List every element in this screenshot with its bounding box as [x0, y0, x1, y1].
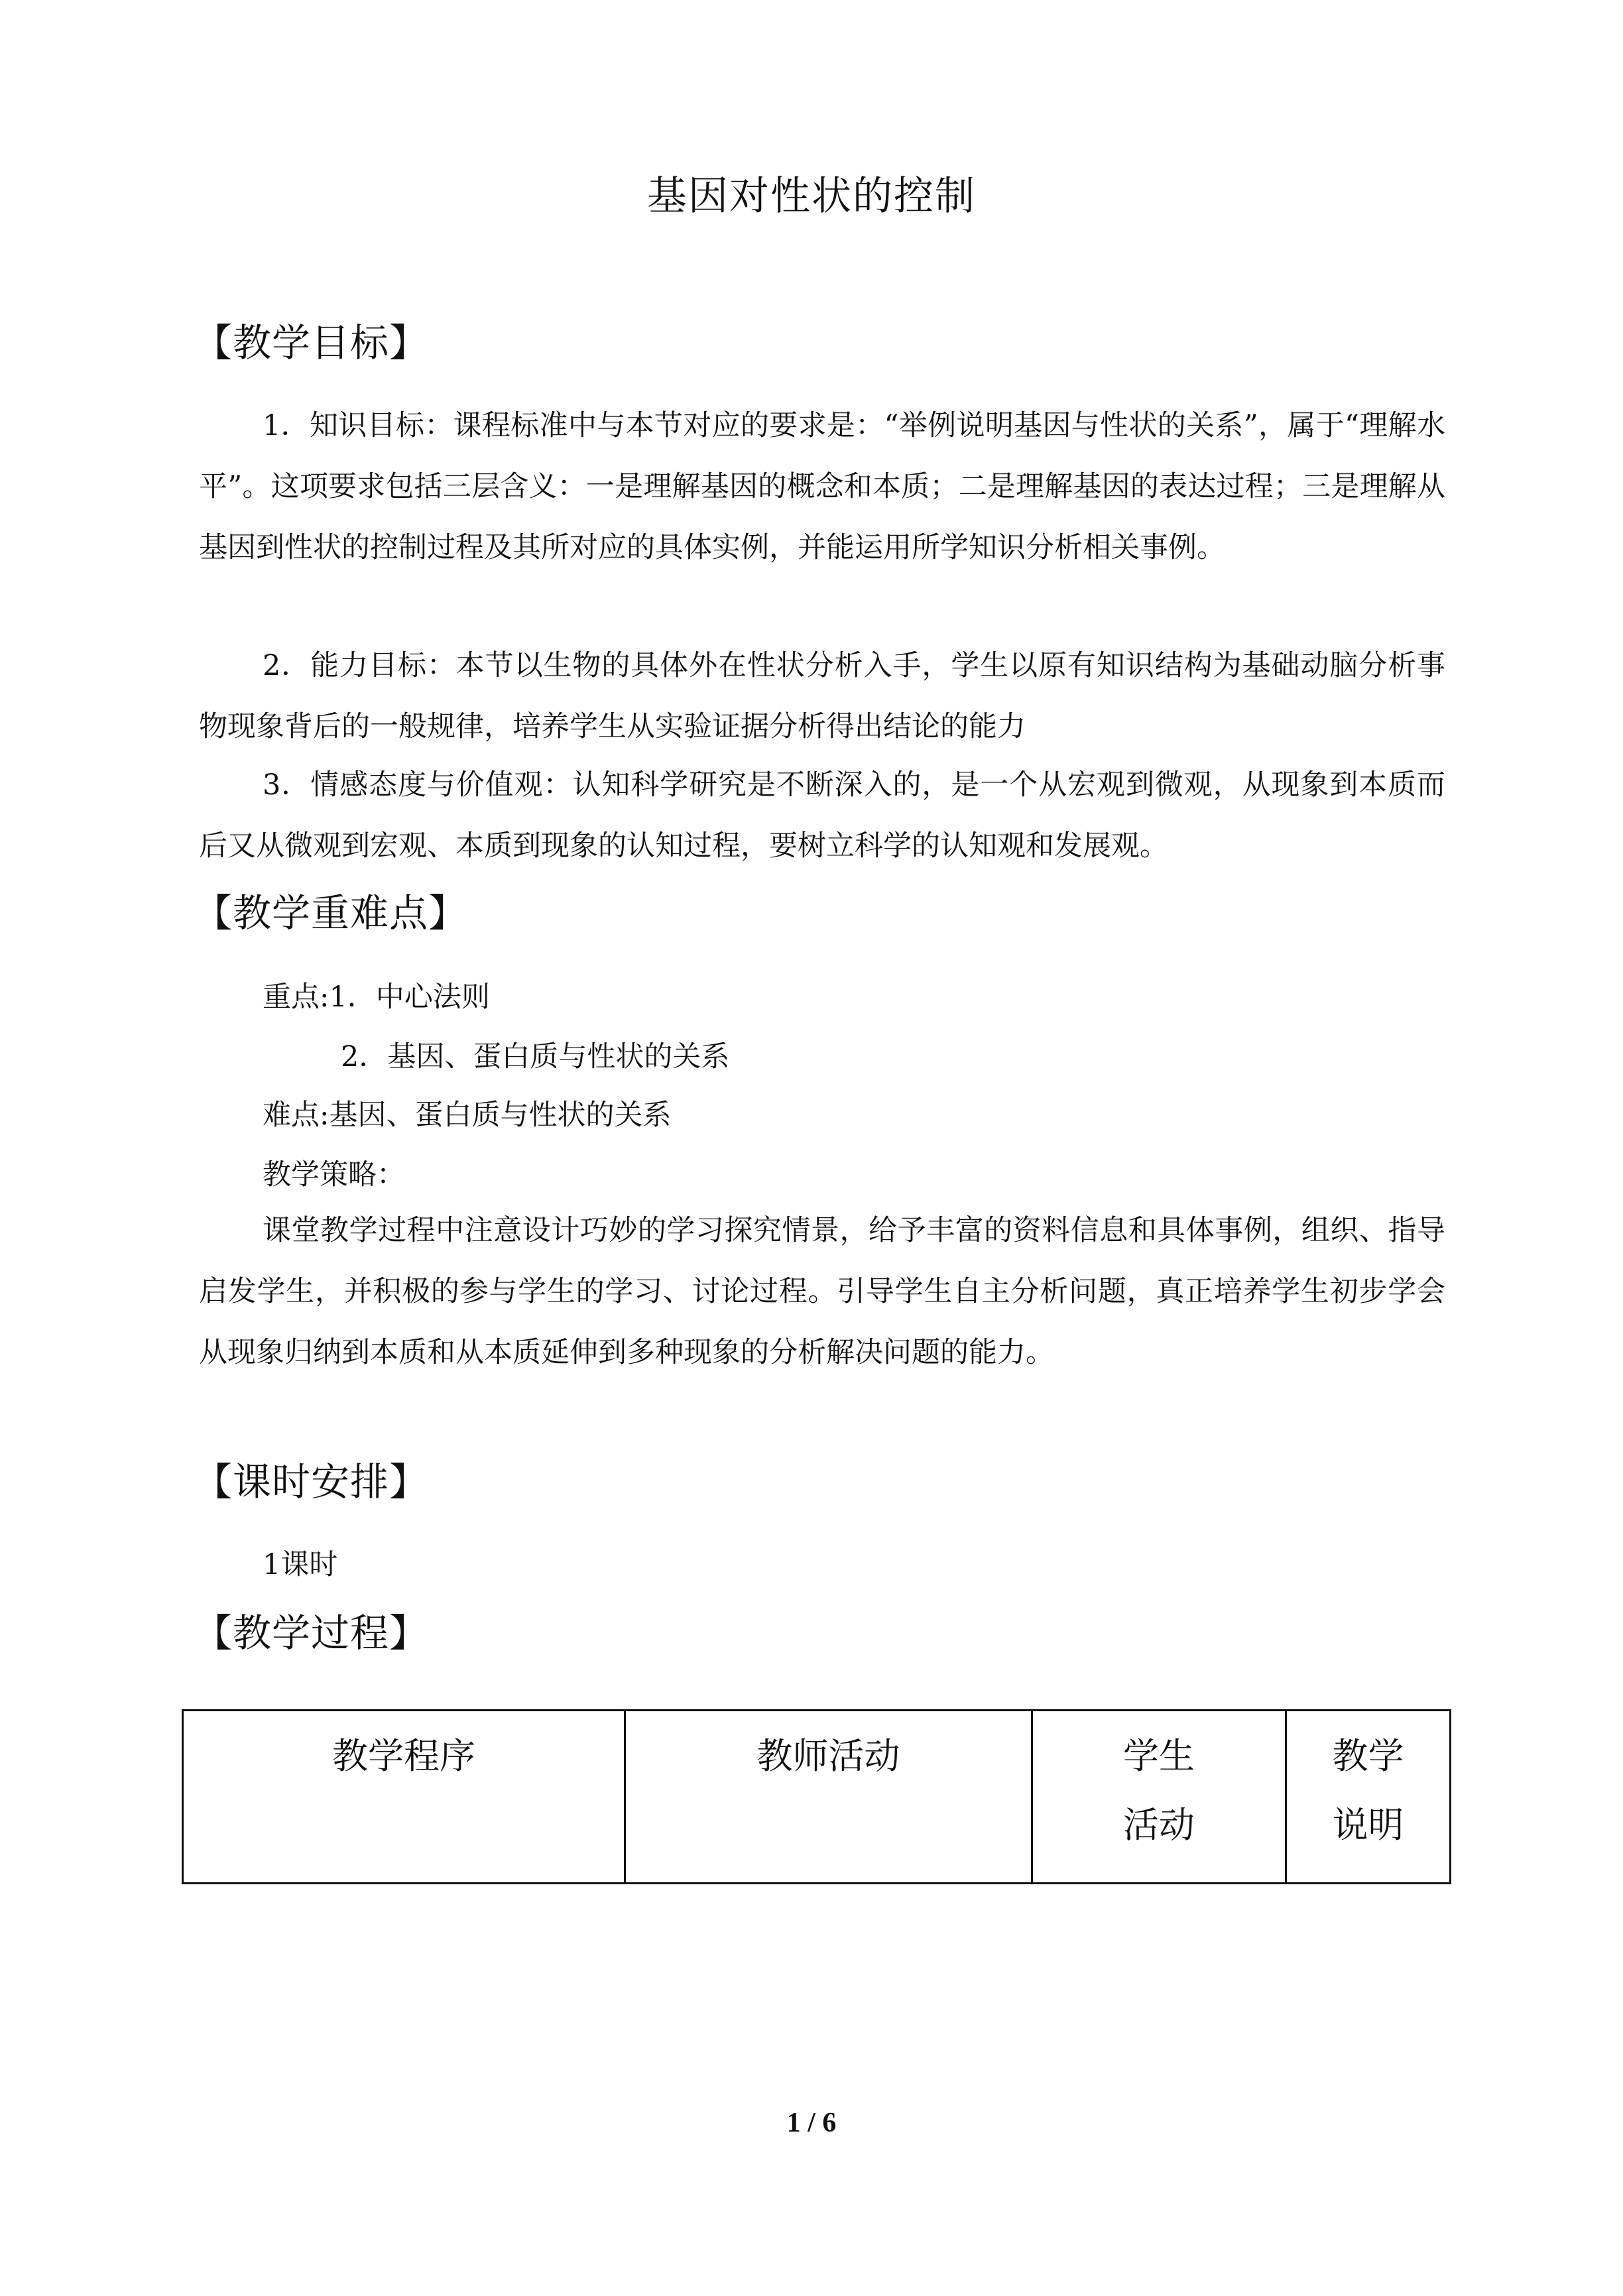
page-number: 1 / 6: [786, 2108, 837, 2138]
difficulty-point: 难点:基因、蛋白质与性状的关系: [263, 1099, 672, 1132]
process-table: [182, 1709, 1451, 1884]
goal-paragraph-ability: 2．能力目标：本节以生物的具体外在性状分析入手，学生以原有知识结构为基础动脑分析事物现象背后的一般规律，培养学生从实验证据分析得出结论的能力: [199, 649, 1445, 743]
schedule-text: 1课时: [263, 1548, 338, 1581]
table-header-row: [183, 1711, 1451, 1884]
header-cell-student-activity: 学生活动: [1032, 1711, 1286, 1884]
header-cell-teaching-notes: 教学说明: [1286, 1711, 1451, 1884]
goal-paragraph-attitude: 3．情感态度与价值观：认知科学研究是不断深入的，是一个从宏观到微观，从现象到本质而后又从微观到宏观、本质到现象的认知过程，要树立科学的认知观和发展观。: [199, 768, 1445, 863]
header-cell-procedure: 教学程序: [183, 1711, 625, 1884]
header-cell-teacher-activity: 教师活动: [625, 1711, 1032, 1884]
goal-paragraph-knowledge: 1．知识目标：课程标准中与本节对应的要求是：“举例说明基因与性状的关系”，属于“理解水平”。这项要求包括三层含义：一是理解基因的概念和本质；二是理解基因的表达过程；三是理解从基因到性状的控制过程及其所对应的具体实例，并能运用所学知识分析相关事例。: [199, 409, 1445, 564]
section-heading-goals: 【教学目标】: [194, 320, 429, 365]
key-point-2: 2．基因、蛋白质与性状的关系: [341, 1040, 730, 1073]
section-heading-schedule: 【课时安排】: [194, 1459, 429, 1504]
section-heading-process: 【教学过程】: [194, 1610, 429, 1656]
key-point-1: 重点:1．中心法则: [263, 981, 490, 1014]
section-heading-key-points: 【教学重难点】: [194, 890, 468, 936]
strategy-label: 教学策略：: [263, 1158, 405, 1191]
strategy-paragraph: 课堂教学过程中注意设计巧妙的学习探究情景，给予丰富的资料信息和具体事例，组织、指导启发学生，并积极的参与学生的学习、讨论过程。引导学生自主分析问题，真正培养学生初步学会从现象归纳到本质和从本质延伸到多种现象的分析解决问题的能力。: [199, 1214, 1445, 1369]
document-title: 基因对性状的控制: [647, 173, 976, 219]
